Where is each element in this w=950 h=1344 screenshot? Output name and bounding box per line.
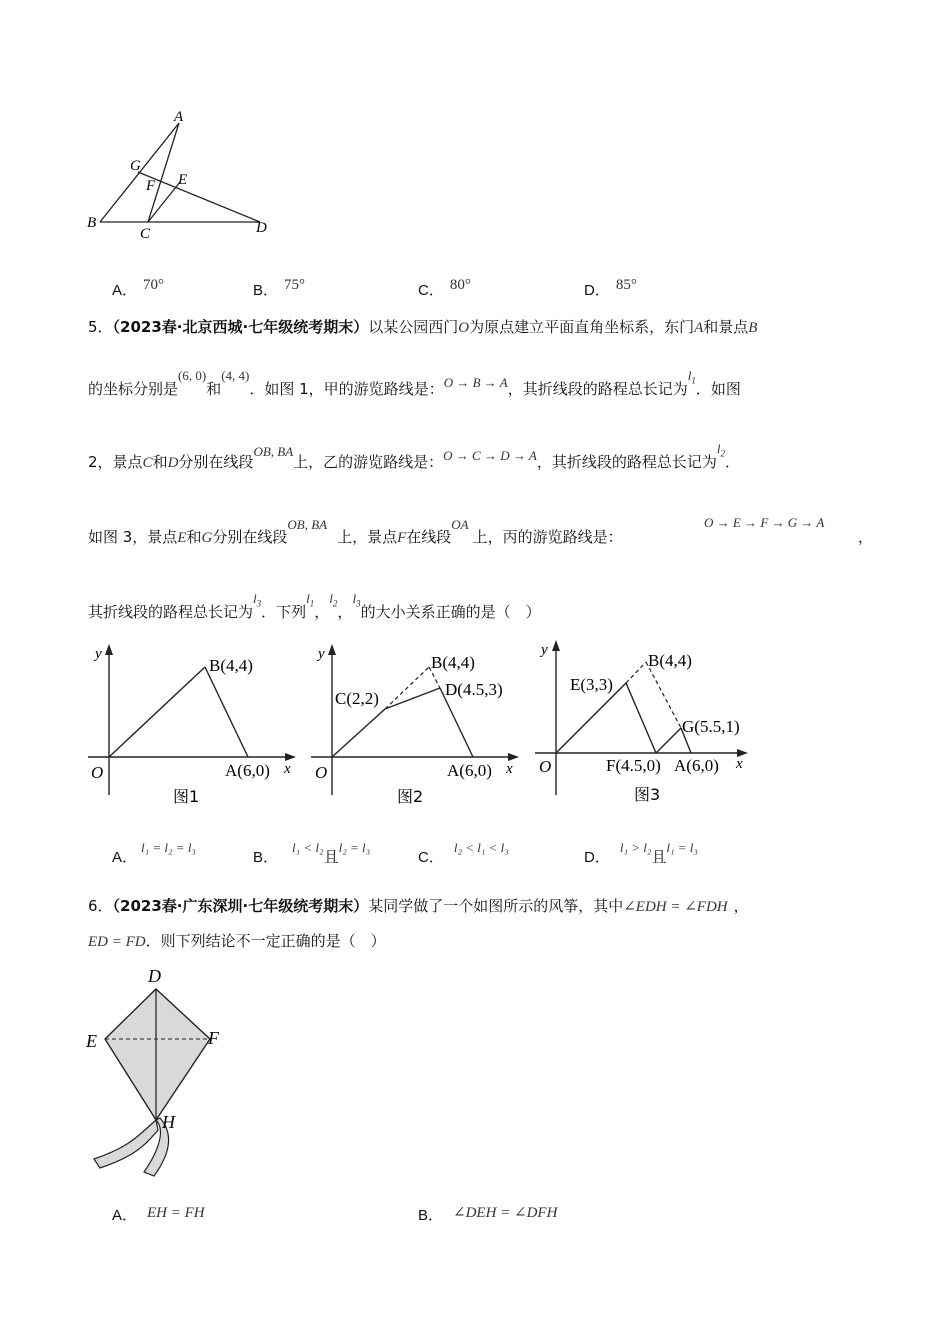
l3: $l_3$	[253, 591, 262, 609]
var: C	[142, 455, 153, 471]
fig1-origin: O	[91, 763, 104, 782]
q5-route-3: O → E → F → G → A	[704, 515, 825, 530]
text: 某同学做了一个如图所示的风筝，其中	[368, 897, 624, 915]
text: 以某公园西门	[368, 318, 459, 336]
var: B	[748, 320, 758, 336]
option-value: 85°	[615, 277, 637, 293]
q6-label-e: E	[86, 1031, 97, 1051]
option-letter: C．	[418, 282, 444, 299]
text: ，	[314, 603, 330, 621]
q4-option-a[interactable]	[112, 279, 164, 300]
segments: OB, BA	[253, 444, 294, 459]
q5-source: （2023春·北京西城·七年级统考期末）	[112, 318, 369, 336]
text: 分别在线段	[178, 453, 254, 471]
route-1: O → B → A	[443, 375, 508, 390]
q5-figure-3	[530, 640, 760, 810]
q5-option-b[interactable]	[253, 840, 371, 867]
var: O	[458, 320, 470, 336]
option-letter: B．	[253, 849, 279, 866]
text: 在线段	[406, 528, 452, 546]
text: ，其折线段的路程总长记为	[507, 380, 688, 398]
q6-option-b[interactable]	[418, 1204, 557, 1225]
option-letter: A．	[112, 1207, 138, 1224]
q4-label-c: C	[140, 226, 151, 238]
option-expr-2: l₂ = l₃	[338, 840, 371, 855]
fig2-x-label: x	[506, 761, 513, 777]
option-expr-1: l₁ < l₂	[292, 840, 324, 855]
option-letter: C．	[418, 849, 444, 866]
fig3-caption: 图3	[634, 785, 661, 804]
fig1-caption: 图1	[173, 787, 200, 806]
q6-condition-2: ED = FD	[88, 934, 146, 950]
text: 其折线段的路程总长记为	[88, 603, 254, 621]
fig1-point-a: A(6,0)	[225, 761, 270, 780]
text: 和	[152, 453, 168, 471]
option-and: 且	[323, 848, 339, 866]
l2: $l_2$	[716, 441, 725, 459]
text: 的大小关系正确的是（ ）	[360, 603, 541, 621]
q4-label-d: D	[256, 220, 267, 236]
text: ，	[733, 897, 749, 915]
fig3-point-b: B(4,4)	[648, 651, 692, 670]
fig2-caption: 图2	[397, 787, 424, 806]
q5-line-5	[88, 591, 541, 623]
text: ．下列	[261, 603, 307, 621]
q6-source: （2023春·广东深圳·七年级统考期末）	[112, 897, 369, 915]
text: 和景点	[703, 318, 749, 336]
option-letter: D．	[584, 282, 610, 299]
q6-line-2	[88, 930, 386, 951]
fig3-origin: O	[539, 757, 552, 776]
option-value: 70°	[143, 277, 165, 293]
fig2-origin: O	[315, 763, 328, 782]
q5-option-c[interactable]	[418, 840, 509, 867]
text: 2，景点	[88, 453, 143, 471]
q5-route-3-comma: ，	[858, 528, 874, 546]
var: G	[201, 530, 213, 546]
q4-option-c[interactable]	[418, 279, 471, 300]
text: ，	[337, 603, 353, 621]
segment-oa: OA	[451, 517, 469, 532]
option-letter: B．	[418, 1207, 444, 1224]
q4-option-b[interactable]	[253, 279, 305, 300]
coord-b: (4, 4)	[221, 368, 250, 383]
option-letter: A．	[112, 282, 138, 299]
option-letter: A．	[112, 849, 138, 866]
q6-label-h: H	[162, 1112, 175, 1132]
l2: $l_2$	[329, 591, 338, 609]
option-expr: EH = FH	[147, 1205, 205, 1221]
fig3-x-label: x	[736, 756, 743, 772]
text: 上，丙的游览路线是：	[472, 528, 623, 546]
l3: $l_3$	[352, 591, 361, 609]
option-expr: l₂ < l₁ < l₃	[453, 840, 509, 855]
q6-option-a[interactable]	[112, 1204, 205, 1225]
text: 和	[186, 528, 202, 546]
fig3-point-f: F(4.5,0)	[606, 756, 661, 775]
fig1-y-label: y	[95, 646, 102, 662]
q4-triangle-figure	[80, 108, 280, 238]
text: 为原点建立平面直角坐标系，东门	[469, 318, 695, 336]
fig3-point-a: A(6,0)	[674, 756, 719, 775]
option-letter: D．	[584, 849, 610, 866]
text: ，其折线段的路程总长记为	[536, 453, 717, 471]
text: 分别在线段	[212, 528, 288, 546]
q5-line-3	[88, 441, 740, 473]
option-expr: l₁ = l₂ = l₃	[141, 840, 196, 855]
text: 和	[206, 380, 222, 398]
q4-label-f: F	[146, 178, 156, 194]
fig1-x-label: x	[284, 761, 291, 777]
text: 上，景点	[337, 528, 398, 546]
q6-label-f: F	[208, 1028, 219, 1048]
q4-label-b: B	[87, 215, 97, 231]
q6-kite-figure	[78, 962, 238, 1182]
var: D	[167, 455, 179, 471]
text: 如图 3，景点	[88, 528, 178, 546]
option-and: 且	[651, 848, 667, 866]
fig3-point-g: G(5.5,1)	[682, 717, 740, 736]
var: F	[397, 530, 407, 546]
fig2-y-label: y	[318, 646, 325, 662]
fig3-y-label: y	[541, 642, 548, 658]
text: 上，乙的游览路线是：	[293, 453, 444, 471]
var: A	[694, 320, 704, 336]
q5-line-1	[88, 316, 757, 337]
fig2-point-d: D(4.5,3)	[445, 680, 503, 699]
text: ．如图 1，甲的游览路线是：	[249, 380, 444, 398]
l1: $l_1$	[687, 368, 696, 386]
q6-line-1	[88, 895, 749, 916]
fig1-point-b: B(4,4)	[209, 656, 253, 675]
q5-line-2	[88, 368, 741, 400]
q5-option-a[interactable]	[112, 840, 196, 867]
q4-label-g: G	[130, 158, 141, 174]
q4-label-a: A	[174, 109, 184, 125]
route-2: O → C → D → A	[443, 448, 537, 463]
q5-figure-1	[85, 640, 300, 810]
coord-a: (6, 0)	[178, 368, 207, 383]
var: E	[177, 530, 187, 546]
fig2-point-b: B(4,4)	[431, 653, 475, 672]
q6-number: 6．	[88, 897, 113, 915]
option-expr: ∠DEH = ∠DFH	[453, 1205, 558, 1221]
text: 的坐标分别是	[88, 380, 179, 398]
option-letter: B．	[253, 282, 279, 299]
option-expr-1: l₁ > l₂	[619, 840, 652, 855]
text: ．如图	[695, 380, 741, 398]
q5-line-4	[88, 517, 623, 547]
q4-label-e: E	[178, 172, 188, 188]
option-expr-2: l₁ = l₃	[666, 840, 698, 855]
q6-condition-1: ∠EDH = ∠FDH	[623, 899, 728, 915]
text: ．	[724, 453, 740, 471]
fig2-point-c: C(2,2)	[335, 689, 379, 708]
fig2-point-a: A(6,0)	[447, 761, 492, 780]
option-value: 80°	[449, 277, 471, 293]
q4-option-d[interactable]	[584, 279, 637, 300]
l1: $l_1$	[306, 591, 315, 609]
q6-label-d: D	[148, 966, 161, 986]
option-value: 75°	[284, 277, 306, 293]
q5-figure-2	[305, 640, 525, 810]
segments: OB, BA	[287, 517, 328, 532]
q5-option-d[interactable]	[584, 840, 698, 867]
q5-number: 5．	[88, 318, 113, 336]
text: ．则下列结论不一定正确的是（ ）	[145, 932, 386, 950]
fig3-point-e: E(3,3)	[570, 675, 613, 694]
